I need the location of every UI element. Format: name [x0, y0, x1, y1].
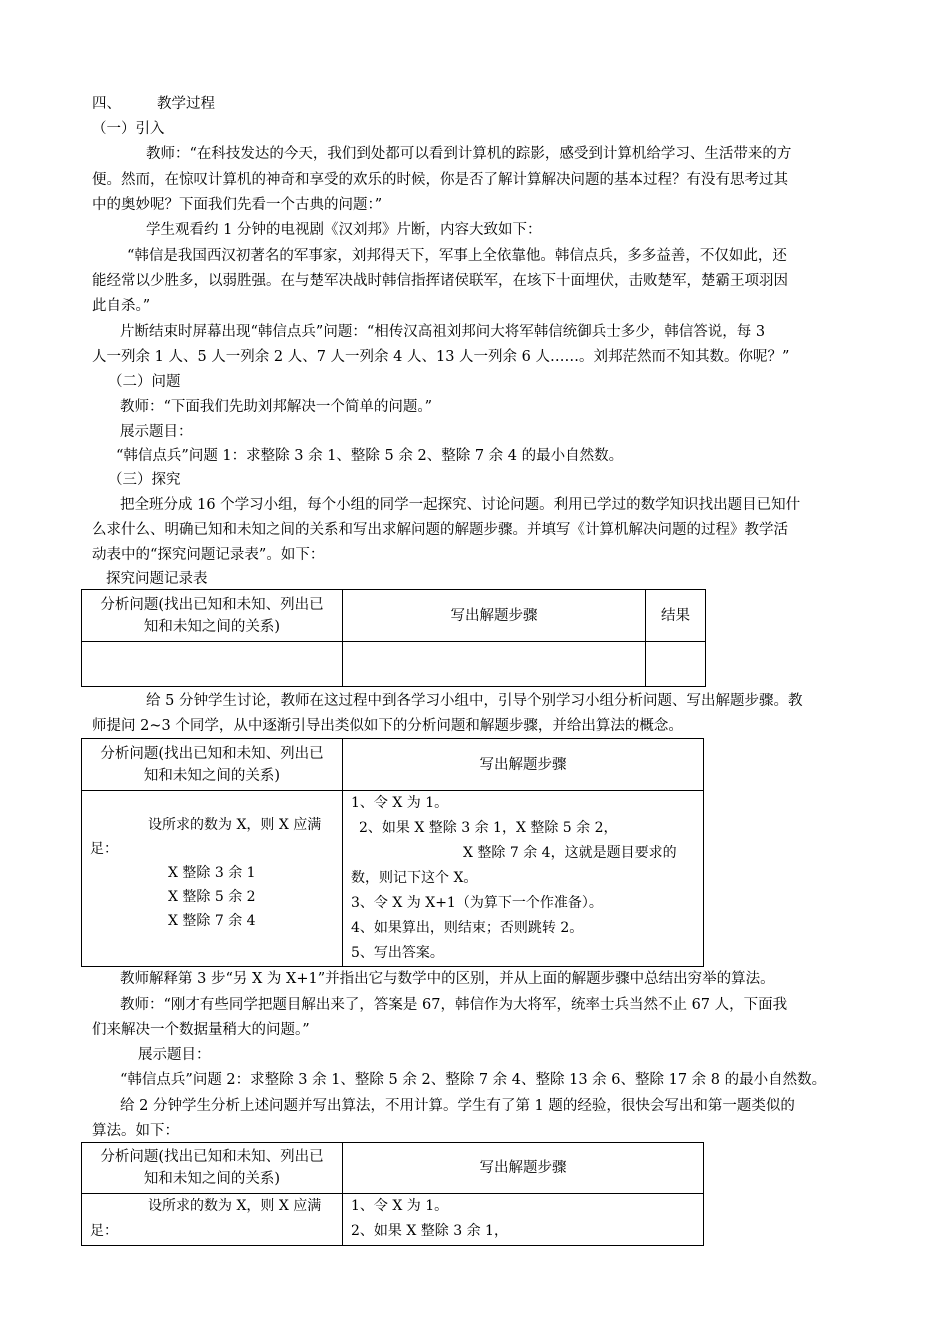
table3-header-steps: 写出解题步骤: [343, 1143, 704, 1194]
intro-paragraph-1-line-1: 教师：“在科技发达的今天，我们到处都可以看到计算机的踪影，感受到计算机给学习、生活带来的方: [146, 146, 792, 162]
problem-heading: （二）问题: [108, 374, 181, 390]
section-title: 教学过程: [157, 96, 215, 112]
intro-paragraph-3-line-1: “韩信是我国西汉初著名的军事家，刘邦得天下，军事上全依靠他。韩信点兵，多多益善，不仅如此，还: [127, 248, 787, 264]
explore-paragraph-line-2: 么求什么、明确已知和未知之间的关系和写出求解问题的解题步骤。并填写《计算机解决问题的过程》教学活: [92, 522, 788, 538]
solution-table-1: [81, 738, 704, 967]
intro-paragraph-3-line-2: 能经常以少胜多，以弱胜强。在与楚军决战时韩信指挥诸侯联军，在垓下十面埋伏，击败楚军，楚霸王项羽因: [92, 273, 788, 289]
table1-cell-steps[interactable]: [343, 642, 646, 687]
table2-header-analysis: 分析问题(找出已知和未知、列出已 知和未知之间的关系): [82, 739, 343, 791]
solution-table-2: [81, 1142, 704, 1246]
section-number: 四、: [92, 96, 121, 112]
table2-header-steps: 写出解题步骤: [343, 739, 704, 791]
table3-header-analysis: 分析问题(找出已知和未知、列出已 知和未知之间的关系): [82, 1143, 343, 1194]
problem-statement-1: “韩信点兵”问题 1：求整除 3 余 1、整除 5 余 2、整除 7 余 4 的最小自然数。: [116, 448, 624, 464]
discussion-line-2: 师提问 2~3 个同学，从中逐渐引导出类似如下的分析问题和解题步骤，并给出算法的概念。: [92, 718, 683, 734]
table3-steps-cell: 1、令 X 为 1。 2、如果 X 整除 3 余 1，: [343, 1194, 704, 1246]
analysis-line-1: 给 2 分钟学生分析上述问题并写出算法，不用计算。学生有了第 1 题的经验，很快会写出和第一题类似的: [120, 1098, 795, 1114]
explore-paragraph-line-3: 动表中的“探究问题记录表”。如下：: [92, 547, 325, 563]
intro-paragraph-4-line-2: 人一列余 1 人、5 人一列余 2 人、7 人一列余 4 人、13 人一列余 6 人……。刘邦茫然而不知其数。你呢？”: [92, 349, 790, 365]
intro-paragraph-2: 学生观看约 1 分钟的电视剧《汉刘邦》片断，内容大致如下：: [146, 222, 542, 238]
analysis-line-2: 算法。如下：: [92, 1123, 179, 1139]
table3-analysis-cell: 设所求的数为 X，则 X 应满 足：: [82, 1194, 343, 1246]
table1-header-steps: 写出解题步骤: [343, 590, 646, 642]
explore-heading: （三）探究: [108, 472, 181, 488]
intro-paragraph-1-line-2: 便。然而，在惊叹计算机的神奇和享受的欢乐的时候，你是否了解计算解决问题的基本过程？有没有思考过其: [92, 172, 788, 188]
table1-header-analysis: 分析问题(找出已知和未知、列出已 知和未知之间的关系): [82, 590, 343, 642]
problem-paragraph-2: 展示题目：: [120, 424, 193, 440]
table1-cell-analysis[interactable]: [82, 642, 343, 687]
table1-cell-result[interactable]: [646, 642, 706, 687]
teacher-line-1: 教师：“刚才有些同学把题目解出来了，答案是 67，韩信作为大将军，统率士兵当然不止 67 人，下面我: [120, 997, 788, 1013]
record-table: [81, 589, 706, 687]
problem-statement-2: “韩信点兵”问题 2：求整除 3 余 1、整除 5 余 2、整除 7 余 4、整除 13 余 6、整除 17 余 8 的最小自然数。: [120, 1072, 827, 1088]
table1-header-result: 结果: [646, 590, 706, 642]
explore-paragraph-line-1: 把全班分成 16 个学习小组，每个小组的同学一起探究、讨论问题。利用已学过的数学知识找出题目已知什: [120, 497, 801, 513]
intro-paragraph-4-line-1: 片断结束时屏幕出现“韩信点兵”问题：“相传汉高祖刘邦问大将军韩信统御兵士多少，韩信答说，每 3: [120, 324, 766, 340]
table2-steps-cell: 1、令 X 为 1。 2、如果 X 整除 3 余 1，X 整除 5 余 2， X 整除 7 余 4，这就是题目要求的 数，则记下这个 X。 3、令 X 为 X+1（为算下一个作准备）。 4、如果算出，则结束；否则跳转 2。 5、写出答案。: [343, 791, 704, 967]
intro-paragraph-1-line-3: 中的奥妙呢？下面我们先看一个古典的问题：”: [92, 197, 383, 213]
intro-heading: （一）引入: [92, 121, 165, 137]
table-caption: 探究问题记录表: [106, 571, 208, 587]
explanation-line: 教师解释第 3 步“另 X 为 X+1”并指出它与数学中的区别，并从上面的解题步骤中总结出穷举的算法。: [120, 971, 775, 987]
intro-paragraph-3-line-3: 此自杀。”: [92, 298, 151, 314]
table2-analysis-cell: 设所求的数为 X，则 X 应满 足： X 整除 3 余 1 X 整除 5 余 2 X 整除 7 余 4: [82, 791, 343, 967]
teacher-line-2: 们来解决一个数据量稍大的问题。”: [92, 1022, 310, 1038]
discussion-line-1: 给 5 分钟学生讨论，教师在这过程中到各学习小组中，引导个别学习小组分析问题、写出解题步骤。教: [146, 693, 803, 709]
show-problem-label: 展示题目：: [138, 1047, 211, 1063]
problem-paragraph-1: 教师：“下面我们先助刘邦解决一个简单的问题。”: [120, 399, 433, 415]
